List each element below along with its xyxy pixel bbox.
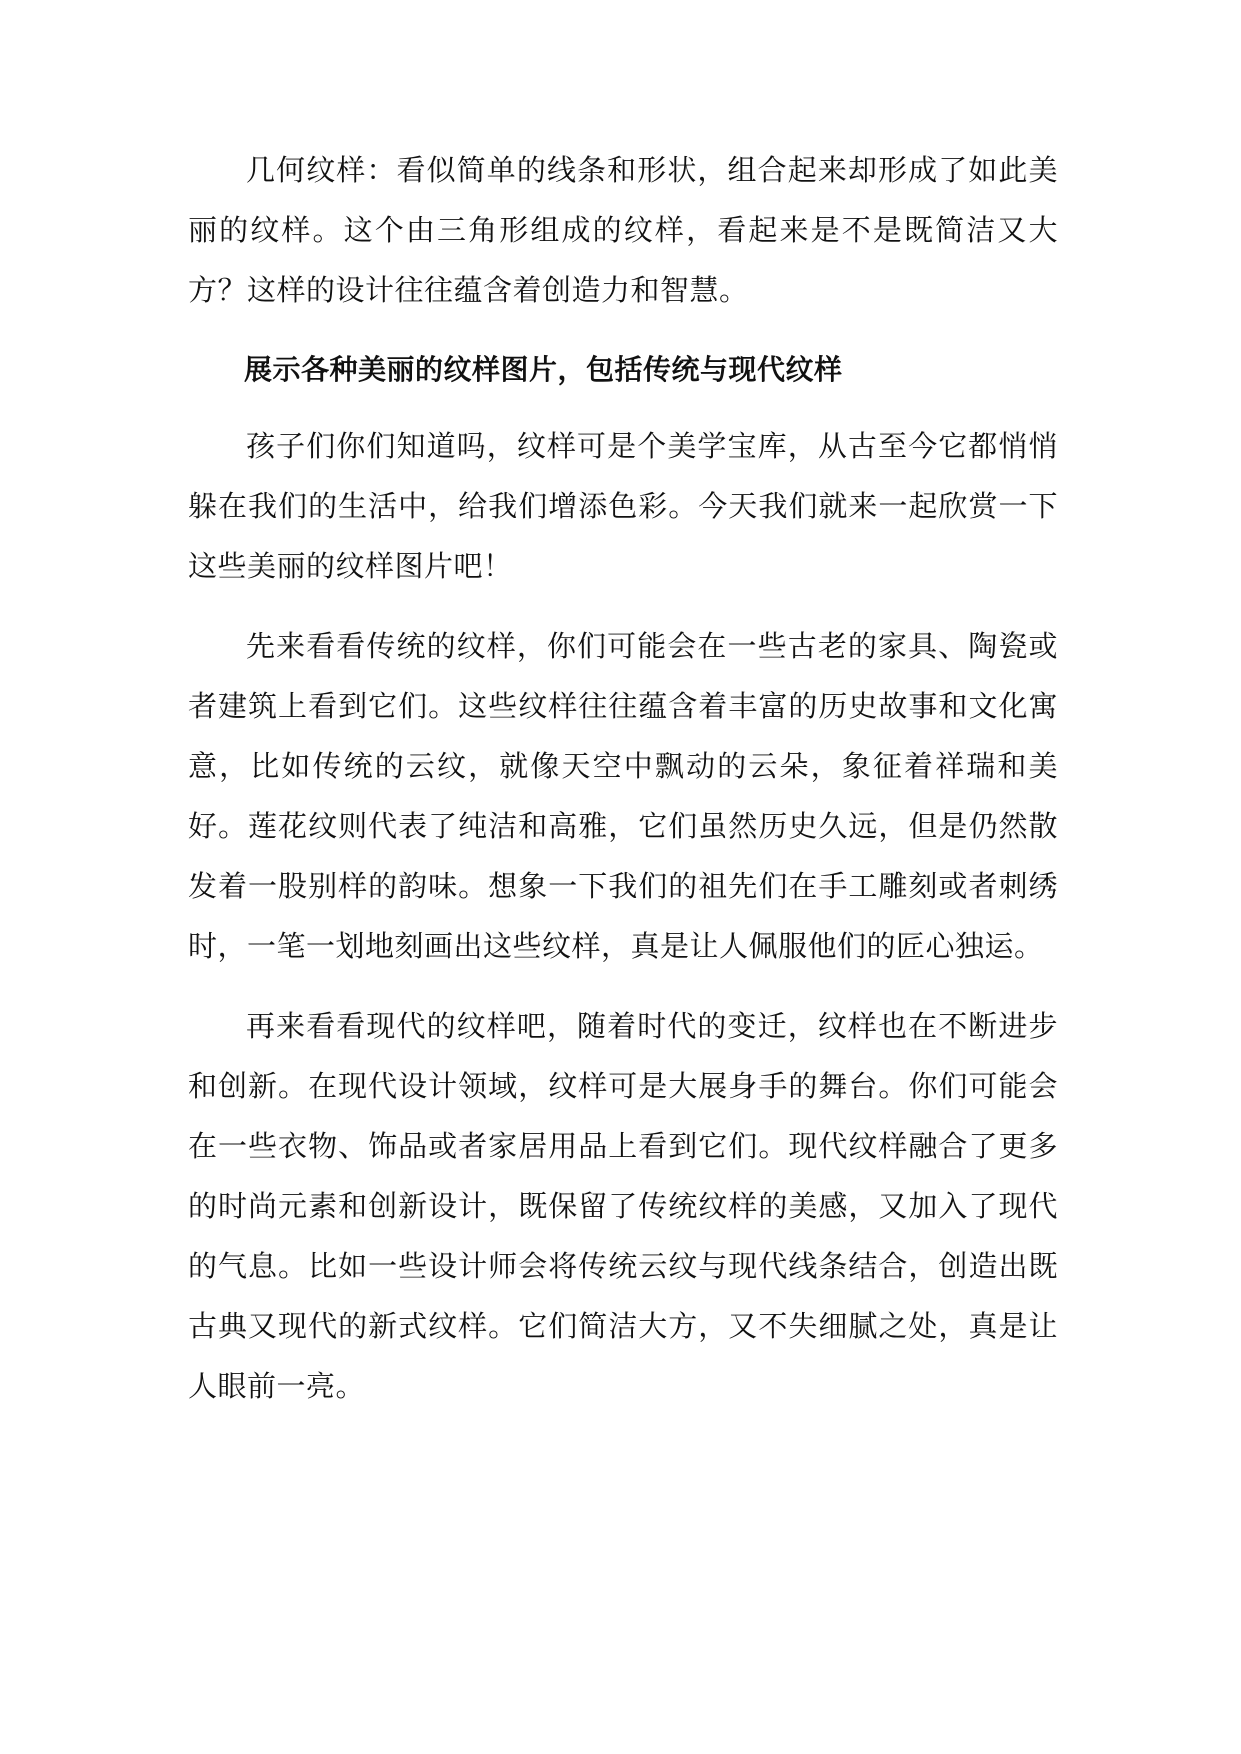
document-page — [188, 140, 1058, 1436]
paragraph-traditional-patterns: 先来看看传统的纹样，你们可能会在一些古老的家具、陶瓷或者建筑上看到它们。这些纹样往往蕴含着丰富的历史故事和文化寓意，比如传统的云纹，就像天空中飘动的云朵，象征着祥瑞和美好。莲花纹则代表了纯洁和高雅，它们虽然历史久远，但是仍然散发着一股别样的韵味。想象一下我们的祖先们在手工雕刻或者刺绣时，一笔一划地刻画出这些纹样，真是让人佩服他们的匠心独运。 — [188, 629, 1058, 963]
paragraph-modern-patterns: 再来看看现代的纹样吧，随着时代的变迁，纹样也在不断进步和创新。在现代设计领域，纹样可是大展身手的舞台。你们可能会在一些衣物、饰品或者家居用品上看到它们。现代纹样融合了更多的时尚元素和创新设计，既保留了传统纹样的美感，又加入了现代的气息。比如一些设计师会将传统云纹与现代线条结合，创造出既古典又现代的新式纹样。它们简洁大方，又不失细腻之处，真是让人眼前一亮。 — [188, 1009, 1058, 1403]
section-heading: 展示各种美丽的纹样图片，包括传统与现代纹样 — [244, 353, 843, 386]
paragraph-geometric-patterns: 几何纹样：看似简单的线条和形状，组合起来却形成了如此美丽的纹样。这个由三角形组成的纹样，看起来是不是既简洁又大方？这样的设计往往蕴含着创造力和智慧。 — [188, 153, 1058, 307]
paragraph-intro: 孩子们你们知道吗，纹样可是个美学宝库，从古至今它都悄悄躲在我们的生活中，给我们增添色彩。今天我们就来一起欣赏一下这些美丽的纹样图片吧！ — [188, 429, 1058, 583]
